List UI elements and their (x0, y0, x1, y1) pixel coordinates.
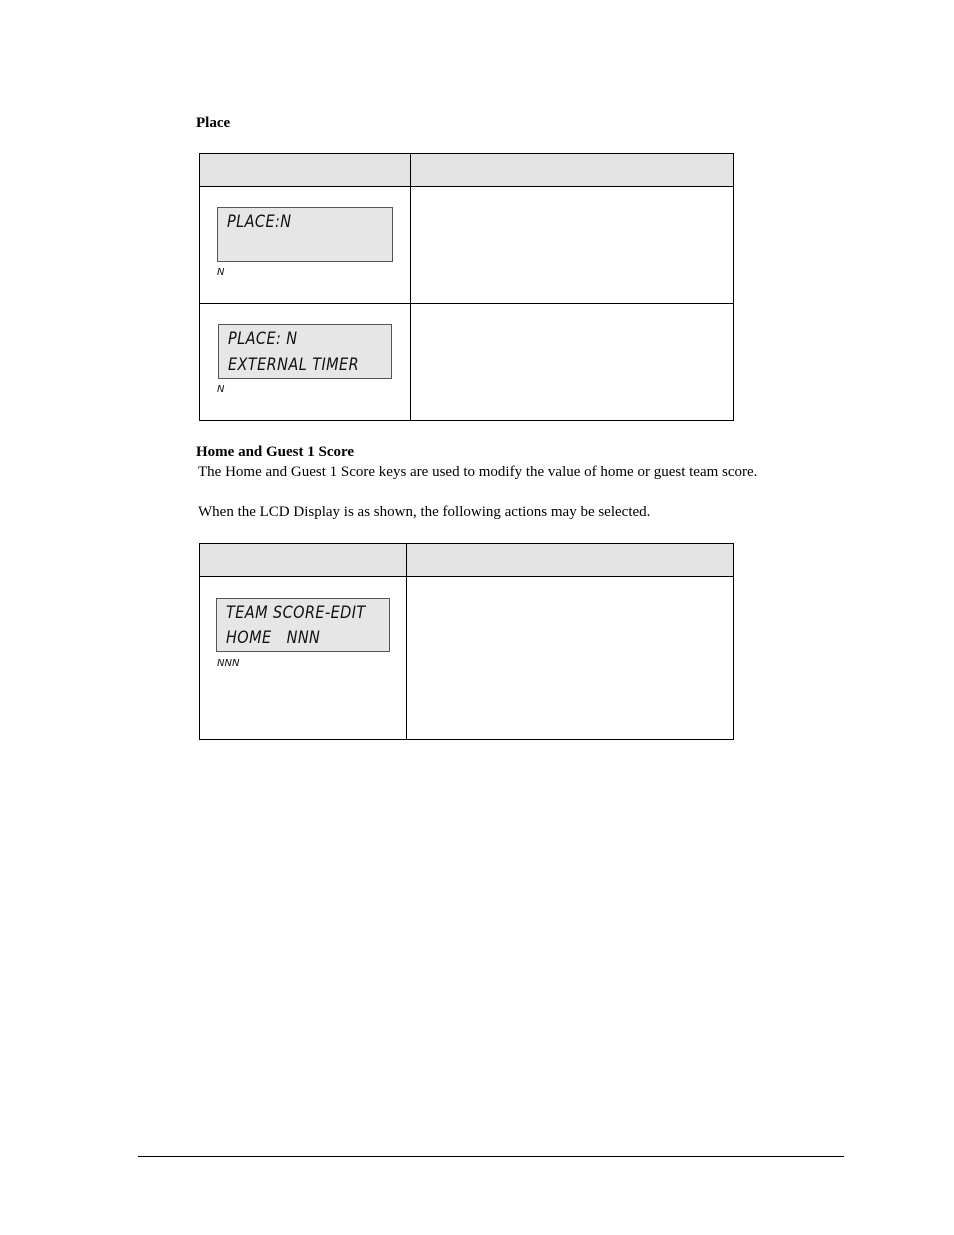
lcd-line-2: EXTERNAL TIMER (228, 355, 360, 375)
lcd-legend: NNN (217, 658, 240, 669)
table-header-cell-display (200, 544, 407, 577)
lcd-display (218, 324, 392, 379)
table-header-cell-display (200, 154, 411, 187)
table-header-row (200, 544, 734, 577)
table-header-cell-action (407, 544, 734, 577)
section-heading-place: Place (196, 115, 231, 131)
lcd-legend: N (217, 384, 225, 395)
lcd-cell (200, 577, 407, 740)
lcd-line-1: PLACE: N (228, 329, 298, 349)
lcd-line-2: HOME NNN (226, 628, 321, 648)
table-row (200, 577, 734, 740)
lcd-line-1: TEAM SCORE-EDIT (226, 603, 366, 623)
table-row (200, 187, 734, 304)
footer-rule (138, 1156, 844, 1157)
lcd-cell (200, 187, 411, 304)
place-table (199, 153, 734, 421)
table-header-row (200, 154, 734, 187)
lcd-display (216, 598, 390, 652)
lcd-cell (200, 304, 411, 421)
lcd-legend: N (217, 267, 225, 278)
action-cell (411, 304, 734, 421)
section-heading-home-guest-score: Home and Guest 1 Score (196, 444, 355, 460)
paragraph-lcd-shown: When the LCD Display is as shown, the following actions may be selected. (198, 504, 651, 520)
lcd-line-1: PLACE:N (227, 212, 292, 232)
lcd-display (217, 207, 393, 262)
table-row (200, 304, 734, 421)
action-cell (411, 187, 734, 304)
table-header-cell-action (411, 154, 734, 187)
action-cell (407, 577, 734, 740)
paragraph-intro: The Home and Guest 1 Score keys are used to modify the value of home or guest team score. (198, 464, 758, 480)
score-table (199, 543, 734, 740)
